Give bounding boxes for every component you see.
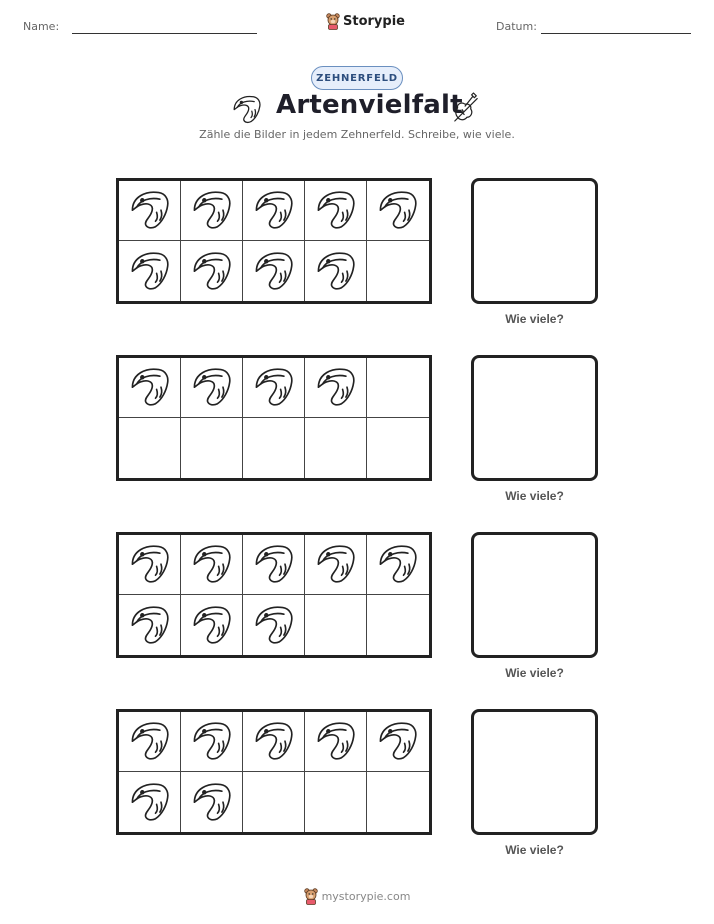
ten-frame-cell (243, 181, 305, 241)
bear-mascot-icon (326, 13, 340, 30)
instructions: Zähle die Bilder in jedem Zehnerfeld. Schreibe, wie viele. (199, 128, 515, 141)
toucan-beak-icon (252, 601, 296, 650)
toucan-beak-icon (252, 363, 296, 412)
toucan-beak-icon (314, 540, 358, 589)
ten-frame-cell (119, 358, 181, 418)
ten-frame-cell (119, 181, 181, 241)
ten-frame-cell (181, 712, 243, 772)
name-label: Name: (23, 20, 60, 33)
toucan-beak-icon (252, 186, 296, 235)
ten-frame-cell (367, 712, 429, 772)
ten-frame-cell (305, 712, 367, 772)
ten-frame-cell (181, 418, 243, 478)
worksheet-header (0, 0, 714, 50)
toucan-beak-icon (252, 540, 296, 589)
answer-box[interactable] (471, 532, 598, 658)
ten-frame (116, 178, 432, 304)
date-line[interactable] (541, 33, 691, 34)
ten-frame-cell (305, 772, 367, 832)
toucan-beak-icon (128, 540, 172, 589)
exercise-2 (0, 355, 714, 515)
ten-frame-cell (305, 595, 367, 655)
ten-frame-cell (243, 358, 305, 418)
answer-box[interactable] (471, 709, 598, 835)
ten-frame-cell (181, 181, 243, 241)
ten-frame-cell (243, 712, 305, 772)
ten-frame-cell (119, 772, 181, 832)
toucan-beak-icon (314, 186, 358, 235)
toucan-beak-icon (230, 92, 264, 124)
exercise-1 (0, 178, 714, 338)
ten-frame (116, 532, 432, 658)
ten-frame-cell (119, 595, 181, 655)
ten-frame-cell (367, 772, 429, 832)
footer-url: mystorypie.com (321, 889, 411, 903)
ten-frame-cell (305, 358, 367, 418)
ten-frame-cell (181, 772, 243, 832)
toucan-beak-icon (252, 247, 296, 296)
ten-frame-cell (243, 418, 305, 478)
toucan-beak-icon (376, 717, 420, 766)
toucan-beak-icon (190, 717, 234, 766)
ten-frame-cell (367, 181, 429, 241)
ten-frame-cell (305, 535, 367, 595)
exercise-4 (0, 709, 714, 869)
date-label: Datum: (496, 20, 537, 33)
ten-frame-cell (119, 535, 181, 595)
answer-box[interactable] (471, 355, 598, 481)
brand-logo (326, 13, 405, 30)
toucan-beak-icon (314, 363, 358, 412)
ten-frame-cell (305, 181, 367, 241)
answer-label: Wie viele? (505, 312, 564, 326)
ten-frame-cell (367, 535, 429, 595)
ten-frame-cell (367, 358, 429, 418)
ten-frame-cell (367, 241, 429, 301)
answer-label: Wie viele? (505, 666, 564, 680)
toucan-beak-icon (190, 247, 234, 296)
ten-frame (116, 355, 432, 481)
toucan-beak-icon (314, 247, 358, 296)
title-row (0, 90, 714, 126)
toucan-beak-icon (128, 601, 172, 650)
ten-frame-cell (181, 535, 243, 595)
toucan-beak-icon (128, 778, 172, 827)
toucan-beak-icon (190, 363, 234, 412)
ten-frame-cell (243, 241, 305, 301)
footer (0, 884, 714, 908)
answer-box[interactable] (471, 178, 598, 304)
answer-label: Wie viele? (505, 843, 564, 857)
toucan-beak-icon (128, 717, 172, 766)
name-line[interactable] (72, 33, 257, 34)
violin-icon (452, 90, 480, 124)
ten-frame-cell (119, 712, 181, 772)
ten-frame-cell (243, 535, 305, 595)
toucan-beak-icon (128, 186, 172, 235)
ten-frame-cell (181, 358, 243, 418)
toucan-beak-icon (190, 540, 234, 589)
worksheet-type-badge: ZEHNERFELD (311, 66, 403, 90)
toucan-beak-icon (314, 717, 358, 766)
toucan-beak-icon (190, 778, 234, 827)
toucan-beak-icon (376, 186, 420, 235)
ten-frame-cell (119, 241, 181, 301)
ten-frame-cell (367, 595, 429, 655)
ten-frame-cell (305, 241, 367, 301)
ten-frame-cell (367, 418, 429, 478)
answer-label: Wie viele? (505, 489, 564, 503)
ten-frame-cell (181, 595, 243, 655)
bear-mascot-icon (304, 888, 318, 905)
toucan-beak-icon (128, 363, 172, 412)
ten-frame (116, 709, 432, 835)
toucan-beak-icon (376, 540, 420, 589)
ten-frame-cell (305, 418, 367, 478)
toucan-beak-icon (190, 186, 234, 235)
toucan-beak-icon (128, 247, 172, 296)
exercise-3 (0, 532, 714, 692)
ten-frame-cell (119, 418, 181, 478)
brand-name: Storypie (343, 14, 405, 29)
ten-frame-cell (181, 241, 243, 301)
toucan-beak-icon (190, 601, 234, 650)
page-title: Artenvielfalt (276, 90, 463, 120)
ten-frame-cell (243, 595, 305, 655)
toucan-beak-icon (252, 717, 296, 766)
ten-frame-cell (243, 772, 305, 832)
